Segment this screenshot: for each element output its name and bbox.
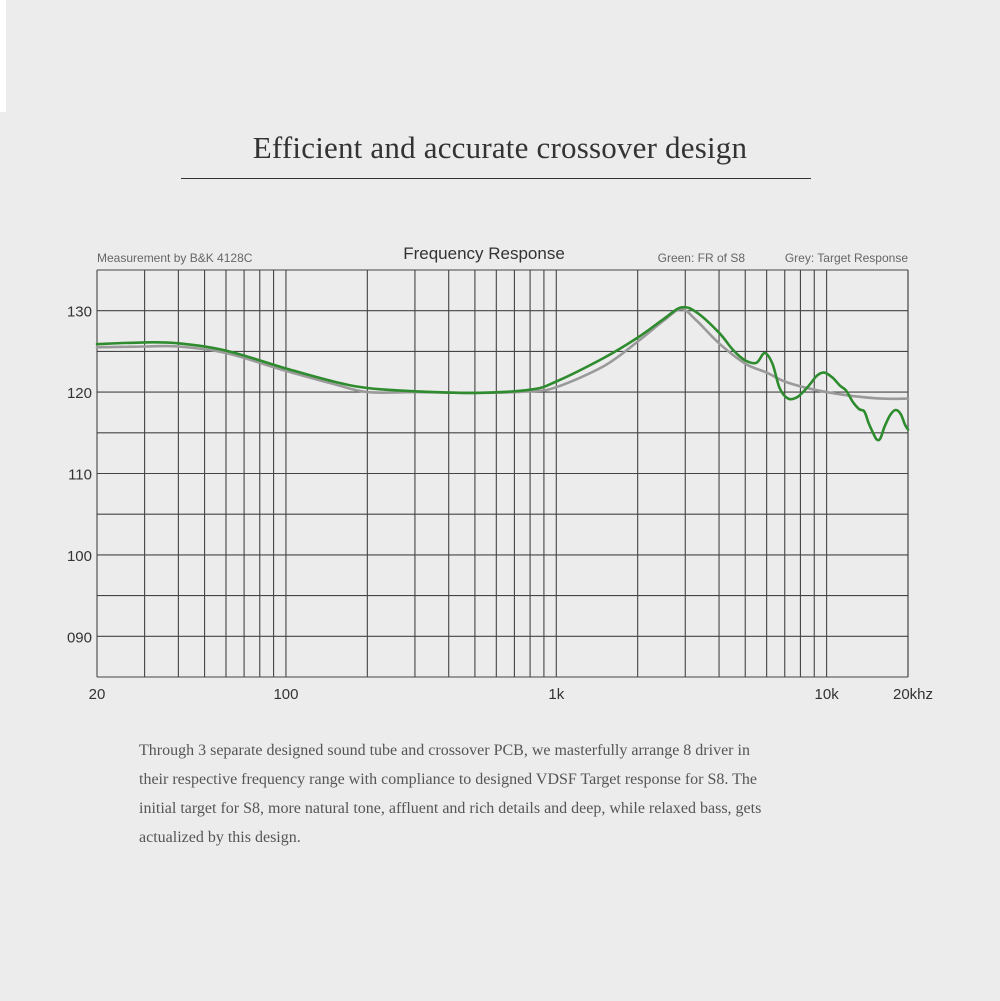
fr-s8-line [97, 307, 908, 440]
y-tick-label: 090 [66, 629, 92, 647]
chart-title: Frequency Response [403, 244, 565, 263]
y-tick-label: 110 [68, 466, 92, 484]
legend-green: Green: FR of S8 [657, 251, 745, 265]
description-text [139, 736, 899, 852]
chart-grid [97, 270, 908, 677]
x-tick-label: 20 [88, 686, 106, 703]
x-tick-label: 1k [548, 686, 565, 703]
y-tick-label: 120 [66, 385, 92, 403]
x-tick-label: 20khz [892, 686, 934, 703]
y-tick-label: 130 [66, 303, 92, 321]
description-line: actualized by this design. [139, 829, 301, 846]
measurement-note: Measurement by B&K 4128C [97, 251, 253, 265]
y-tick-label: 100 [66, 547, 92, 565]
chart-series [97, 307, 908, 440]
x-tick-label: 100 [273, 686, 299, 703]
description-line: their respective frequency range with compliance to designed VDSF Target response for S8. The [139, 771, 757, 788]
target-response-line [97, 309, 908, 399]
description-line: initial target for S8, more natural tone, affluent and rich details and deep, while relaxed bass, gets [139, 800, 762, 817]
page-headline: Efficient and accurate crossover design [252, 130, 748, 165]
legend-grey: Grey: Target Response [784, 251, 908, 265]
description-line: Through 3 separate designed sound tube and crossover PCB, we masterfully arrange 8 driver in [139, 742, 750, 759]
x-tick-label: 10k [814, 686, 839, 703]
